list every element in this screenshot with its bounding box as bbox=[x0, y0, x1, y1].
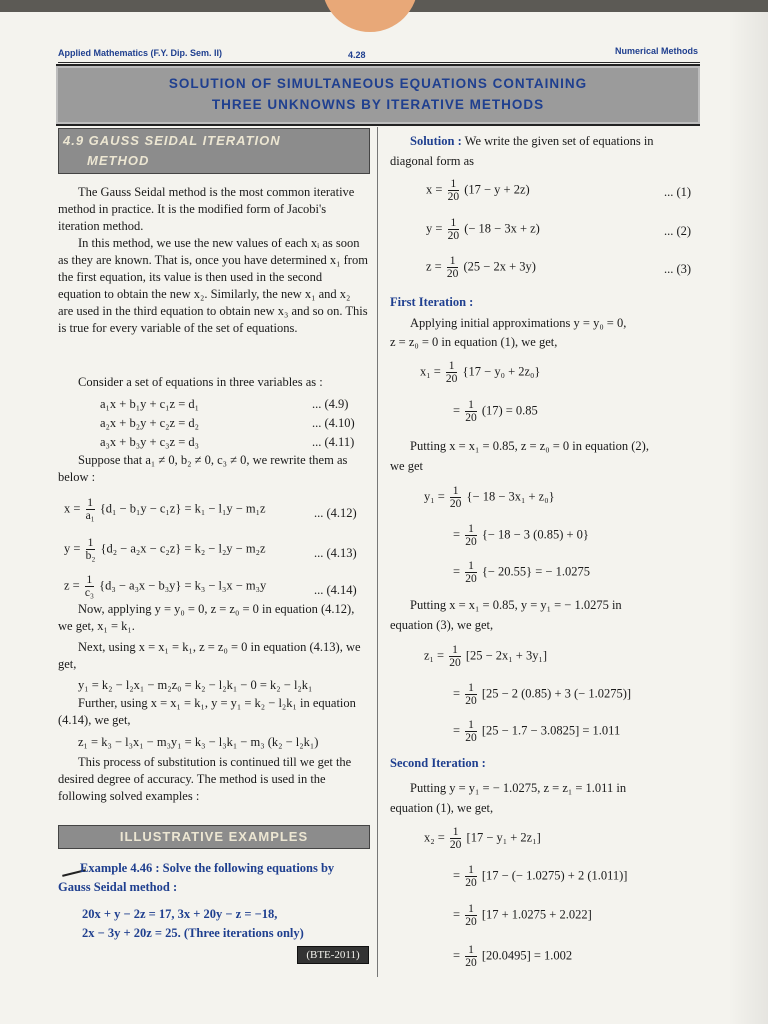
equation-4-14-rhs: {d₃ − a₃x − b₃y} = k₃ − l₃x − m₃y bbox=[99, 578, 267, 593]
diagonal-equation-3-number: ... (3) bbox=[664, 262, 692, 276]
fraction bbox=[465, 944, 477, 969]
fraction-numerator: 1 bbox=[465, 682, 477, 695]
fraction bbox=[86, 497, 95, 522]
equation-rhs: (− 18 − 3x + z) bbox=[464, 221, 540, 236]
header-book-title: Applied Mathematics (F.Y. Dip. Sem. II) bbox=[58, 48, 223, 58]
textbook-page bbox=[0, 12, 768, 1024]
section-heading-line-1: 4.9 GAUSS SEIDAL ITERATION bbox=[63, 133, 281, 148]
title-line-1: SOLUTION OF SIMULTANEOUS EQUATIONS CONTAINING bbox=[168, 76, 588, 91]
equals-sign: = bbox=[453, 527, 461, 542]
equation-rhs: [17 − (− 1.0275) + 2 (1.011)] bbox=[481, 868, 628, 883]
equation-lhs: x₁ = bbox=[420, 364, 441, 379]
equation-rhs: [20.0495] = 1.002 bbox=[481, 948, 573, 963]
equals-sign: = bbox=[453, 948, 461, 963]
x1-result bbox=[453, 399, 538, 424]
y1-step bbox=[453, 523, 589, 548]
z1-equation bbox=[424, 644, 547, 669]
fraction-numerator: 1 bbox=[449, 644, 461, 657]
equals-sign: = bbox=[453, 564, 461, 579]
fraction-denominator: 20 bbox=[465, 877, 477, 889]
solution-label: Solution : bbox=[410, 134, 462, 148]
fraction-numerator: 1 bbox=[86, 537, 96, 550]
x1-equation bbox=[420, 360, 540, 385]
fraction-numerator: 1 bbox=[446, 360, 458, 373]
equation-rhs: (25 − 2x + 3y) bbox=[463, 259, 536, 274]
equation-rhs: {− 18 − 3x₁ + z₀} bbox=[466, 489, 555, 504]
fraction-denominator: 20 bbox=[449, 498, 462, 510]
example-heading-line-1: Example 4.46 : Solve the following equations by bbox=[80, 861, 335, 875]
fraction bbox=[86, 537, 96, 562]
equals-sign: = bbox=[453, 907, 461, 922]
equation-4-11: a₃x + b₃y + c₃z = d₃ bbox=[100, 435, 199, 449]
fraction-numerator: 1 bbox=[465, 903, 477, 916]
diagonal-equation-3 bbox=[426, 255, 536, 280]
second-iteration-text-1: Putting y = y₁ = − 1.0275, z = z₁ = 1.011 in bbox=[410, 781, 627, 795]
paragraph-now-applying: Now, applying y = y₀ = 0, z = z₀ = 0 in equation (4.12), we get, x₁ = k₁. bbox=[58, 602, 355, 633]
fraction-numerator: 1 bbox=[450, 826, 462, 839]
y1-result bbox=[453, 560, 590, 585]
example-heading-line-2: Gauss Seidal method : bbox=[58, 880, 178, 894]
equation-y1-general: y₁ = k₂ − l₂x₁ − m₂z₀ = k₂ − l₂k₁ − 0 = k₂ − l₂k₁ bbox=[78, 678, 313, 692]
equation-4-12 bbox=[64, 497, 266, 522]
equation-4-13-number: ... (4.13) bbox=[314, 546, 357, 560]
fraction-numerator: 1 bbox=[465, 523, 477, 536]
fraction-denominator: 20 bbox=[447, 230, 460, 242]
second-iteration-heading: Second Iteration : bbox=[390, 756, 486, 770]
equation-rhs: (17) = 0.85 bbox=[481, 403, 538, 418]
fraction-denominator: 20 bbox=[447, 191, 460, 203]
equation-lhs: x = bbox=[426, 182, 443, 197]
equals-sign: = bbox=[453, 868, 461, 883]
equation-rhs: [25 − 2x₁ + 3y₁] bbox=[465, 648, 547, 663]
putting-text-2b: equation (3), we get, bbox=[390, 618, 494, 632]
solution-intro-text: We write the given set of equations in bbox=[464, 134, 654, 148]
fraction bbox=[450, 826, 462, 851]
equation-4-9: a₁x + b₁y + c₁z = d₁ bbox=[100, 397, 199, 411]
equation-4-11-number: ... (4.11) bbox=[312, 435, 355, 449]
fraction-numerator: 1 bbox=[450, 485, 462, 498]
x2-step-1 bbox=[453, 864, 627, 889]
first-iteration-text-2: z = z₀ = 0 in equation (1), we get, bbox=[390, 335, 558, 349]
fraction bbox=[447, 255, 459, 280]
equation-4-12-number: ... (4.12) bbox=[314, 506, 357, 520]
page-shadow bbox=[728, 12, 768, 1024]
equation-lhs: y = bbox=[426, 221, 443, 236]
equation-4-10-number: ... (4.10) bbox=[312, 416, 355, 430]
equals-sign: = bbox=[453, 403, 461, 418]
diagonal-equation-1 bbox=[426, 178, 530, 203]
paragraph-suppose: Suppose that a₁ ≠ 0, b₂ ≠ 0, c₃ ≠ 0, we rewrite them as below : bbox=[58, 453, 348, 484]
fraction bbox=[465, 864, 477, 889]
equation-4-13-rhs: {d₂ − a₂x − c₂z} = k₂ − l₂y − m₂z bbox=[100, 541, 266, 556]
fraction-denominator: 20 bbox=[465, 957, 477, 969]
equation-rhs: (17 − y + 2z) bbox=[464, 182, 530, 197]
column-divider bbox=[377, 127, 378, 977]
section-heading-line-2: METHOD bbox=[87, 153, 150, 168]
fraction-denominator: 20 bbox=[449, 839, 462, 851]
fraction-denominator: 20 bbox=[449, 657, 461, 669]
x2-result bbox=[453, 944, 572, 969]
paragraph-method: In this method, we use the new values of each xᵢ as soon as they are known. That is, once you have determined x₁ from the first equation, its value is then used in the second equation to obtain the new x₂. Similarly, the new x₁ and x₂ are used in the third equation to obtain new x₃ and so on. This is true for every variable of the set of equations. bbox=[58, 236, 368, 335]
equation-4-12-lhs: x = bbox=[64, 501, 81, 516]
fraction-numerator: 1 bbox=[86, 574, 93, 586]
paragraph-intro: The Gauss Seidal method is the most common iterative method in practice. It is the modified form of Jacobi's iteration method. bbox=[58, 185, 355, 233]
title-banner bbox=[56, 64, 700, 126]
fraction-denominator: 20 bbox=[445, 373, 458, 385]
equals-sign: = bbox=[453, 723, 461, 738]
fraction-numerator: 1 bbox=[465, 864, 477, 877]
equation-4-10: a₂x + b₂y + c₂z = d₂ bbox=[100, 416, 199, 430]
equation-rhs: [25 − 2 (0.85) + 3 (− 1.0275)] bbox=[481, 686, 632, 701]
fraction-denominator: 20 bbox=[465, 695, 477, 707]
fraction-numerator: 1 bbox=[465, 560, 477, 573]
fraction bbox=[465, 399, 477, 424]
header-page-number: 4.28 bbox=[348, 50, 366, 60]
equation-4-14-lhs: z = bbox=[64, 578, 80, 593]
equation-rhs: {− 20.55} = − 1.0275 bbox=[481, 564, 590, 579]
fraction bbox=[448, 217, 460, 242]
equals-sign: = bbox=[453, 686, 461, 701]
equation-lhs: x₂ = bbox=[424, 830, 445, 845]
fraction-numerator: 1 bbox=[447, 255, 459, 268]
header-rule bbox=[58, 62, 700, 63]
fraction-numerator: 1 bbox=[465, 719, 477, 732]
fraction-numerator: 1 bbox=[448, 178, 460, 191]
fraction-numerator: 1 bbox=[87, 497, 93, 509]
running-header bbox=[58, 44, 698, 62]
equation-rhs: {− 18 − 3 (0.85) + 0} bbox=[481, 527, 589, 542]
equation-rhs: [25 − 1.7 − 3.0825] = 1.011 bbox=[481, 723, 621, 738]
equation-4-12-rhs: {d₁ − b₁y − c₁z} = k₁ − l₁y − m₁z bbox=[99, 501, 266, 516]
diagonal-equation-2-number: ... (2) bbox=[664, 224, 692, 238]
fraction-denominator: 20 bbox=[465, 732, 477, 744]
solution-line-1 bbox=[410, 133, 654, 149]
fraction bbox=[465, 682, 477, 707]
fraction bbox=[465, 719, 477, 744]
equation-lhs: z = bbox=[426, 259, 442, 274]
fraction-numerator: 1 bbox=[448, 217, 460, 230]
header-chapter-title: Numerical Methods bbox=[614, 46, 698, 56]
fraction-denominator: a₁ bbox=[85, 510, 95, 522]
fraction bbox=[450, 485, 462, 510]
x2-equation bbox=[424, 826, 541, 851]
equation-z1-general: z₁ = k₃ − l₃x₁ − m₃y₁ = k₃ − l₃k₁ − m₃ (k₂ − l₂k₁) bbox=[78, 735, 319, 749]
second-iteration-text-2: equation (1), we get, bbox=[390, 801, 494, 815]
equation-rhs: {17 − y₀ + 2z₀} bbox=[462, 364, 541, 379]
fraction-numerator: 1 bbox=[465, 944, 477, 957]
first-iteration-text-1: Applying initial approximations y = y₀ = 0, bbox=[410, 316, 627, 330]
fraction bbox=[85, 574, 94, 599]
fraction bbox=[446, 360, 458, 385]
paragraph-substitution: This process of substitution is continued till we get the desired degree of accuracy. The method is used in the following solved examples : bbox=[58, 755, 352, 803]
equation-rhs: [17 − y₁ + 2z₁] bbox=[466, 830, 541, 845]
fraction-denominator: c₃ bbox=[84, 587, 94, 599]
putting-text-1: Putting x = x₁ = 0.85, z = z₀ = 0 in equation (2), bbox=[410, 439, 649, 453]
fraction bbox=[465, 903, 477, 928]
z1-result bbox=[453, 719, 620, 744]
fraction-denominator: 20 bbox=[465, 573, 477, 585]
fraction-denominator: 20 bbox=[446, 268, 459, 280]
fraction-denominator: 20 bbox=[465, 412, 477, 424]
fraction-numerator: 1 bbox=[465, 399, 477, 412]
paragraph-further-using: Further, using x = x₁ = k₁, y = y₁ = k₂ − l₂k₁ in equation (4.14), we get, bbox=[58, 696, 356, 727]
equation-4-13 bbox=[64, 537, 266, 562]
equation-rhs: [17 + 1.0275 + 2.022] bbox=[481, 907, 592, 922]
paragraph-next-using: Next, using x = x₁ = k₁, z = z₀ = 0 in equation (4.13), we get, bbox=[58, 640, 361, 671]
diagonal-equation-2 bbox=[426, 217, 540, 242]
fraction-denominator: 20 bbox=[465, 916, 477, 928]
diagonal-equation-1-number: ... (1) bbox=[664, 185, 692, 199]
fraction-denominator: b₂ bbox=[85, 550, 96, 562]
first-iteration-heading: First Iteration : bbox=[390, 295, 474, 309]
illustrative-examples-heading: ILLUSTRATIVE EXAMPLES bbox=[58, 825, 370, 849]
fraction bbox=[465, 523, 477, 548]
fraction bbox=[465, 560, 477, 585]
z1-step bbox=[453, 682, 631, 707]
fraction bbox=[449, 644, 461, 669]
equation-4-13-lhs: y = bbox=[64, 541, 81, 556]
solution-line-2: diagonal form as bbox=[390, 154, 475, 168]
example-equations-line-1: 20x + y − 2z = 17, 3x + 20y − z = −18, bbox=[82, 907, 278, 921]
equation-4-14-number: ... (4.14) bbox=[314, 583, 357, 597]
x2-step-2 bbox=[453, 903, 592, 928]
section-heading bbox=[58, 128, 370, 174]
putting-text-1b: we get bbox=[390, 459, 423, 473]
equation-lhs: y₁ = bbox=[424, 489, 445, 504]
fraction bbox=[448, 178, 460, 203]
title-line-2: THREE UNKNOWNS BY ITERATIVE METHODS bbox=[211, 97, 545, 112]
equation-4-14 bbox=[64, 574, 266, 599]
y1-equation bbox=[424, 485, 555, 510]
example-equations-line-2: 2x − 3y + 20z = 25. (Three iterations only) bbox=[82, 926, 304, 940]
paragraph-consider: Consider a set of equations in three variables as : bbox=[78, 375, 323, 389]
equation-lhs: z₁ = bbox=[424, 648, 445, 663]
fraction-denominator: 20 bbox=[465, 536, 477, 548]
equation-4-9-number: ... (4.9) bbox=[312, 397, 349, 411]
putting-text-2: Putting x = x₁ = 0.85, y = y₁ = − 1.0275 in bbox=[410, 598, 622, 612]
exam-badge: (BTE-2011) bbox=[297, 946, 369, 964]
